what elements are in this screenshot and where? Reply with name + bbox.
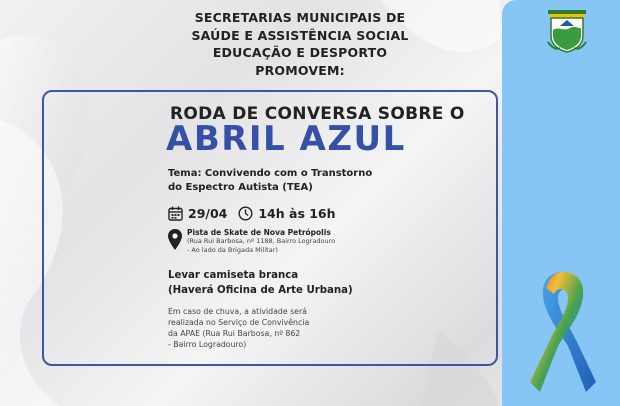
rain-line: - Bairro Logradouro) bbox=[168, 340, 247, 349]
header-line: SAÚDE E ASSISTÊNCIA SOCIAL bbox=[191, 27, 409, 43]
event-datetime bbox=[168, 204, 336, 222]
clock-icon bbox=[238, 206, 253, 221]
event-title-big: ABRIL AZUL bbox=[166, 119, 406, 159]
event-date: 29/04 bbox=[188, 205, 228, 221]
location-address: - Ao lado da Brigada Militar) bbox=[187, 246, 278, 254]
rain-line: realizada no Serviço de Convivência bbox=[168, 318, 310, 327]
location-address: (Rua Rui Barbosa, nº 1188, Bairro Logradouro bbox=[187, 237, 336, 245]
event-note bbox=[168, 268, 428, 298]
header-line: EDUCAÇÃO E DESPORTO bbox=[212, 45, 388, 60]
event-location bbox=[187, 228, 387, 255]
location-pin-icon bbox=[168, 229, 182, 251]
header-promoters bbox=[150, 9, 450, 79]
rain-notice bbox=[168, 306, 408, 350]
event-title-line: RODA DE CONVERSA SOBRE O bbox=[170, 104, 465, 124]
calendar-icon bbox=[168, 206, 183, 221]
theme-line: Tema: Convivendo com o Transtorno bbox=[168, 168, 373, 179]
header-line: SECRETARIAS MUNICIPAIS DE bbox=[194, 10, 406, 25]
municipal-crest-icon bbox=[546, 8, 588, 54]
note-line: Levar camiseta branca bbox=[168, 270, 299, 281]
rain-line: Em caso de chuva, a atividade será bbox=[168, 307, 307, 316]
note-line: (Haverá Oficina de Arte Urbana) bbox=[168, 285, 353, 296]
header-line: PROMOVEM: bbox=[255, 62, 345, 78]
location-title: Pista de Skate de Nova Petrópolis bbox=[187, 228, 331, 237]
awareness-ribbon-icon bbox=[528, 264, 598, 400]
event-theme bbox=[168, 167, 408, 194]
rain-line: da APAE (Rua Rui Barbosa, nº 862 bbox=[168, 329, 301, 338]
event-time: 14h às 16h bbox=[258, 205, 336, 221]
theme-line: do Espectro Autista (TEA) bbox=[168, 181, 313, 193]
